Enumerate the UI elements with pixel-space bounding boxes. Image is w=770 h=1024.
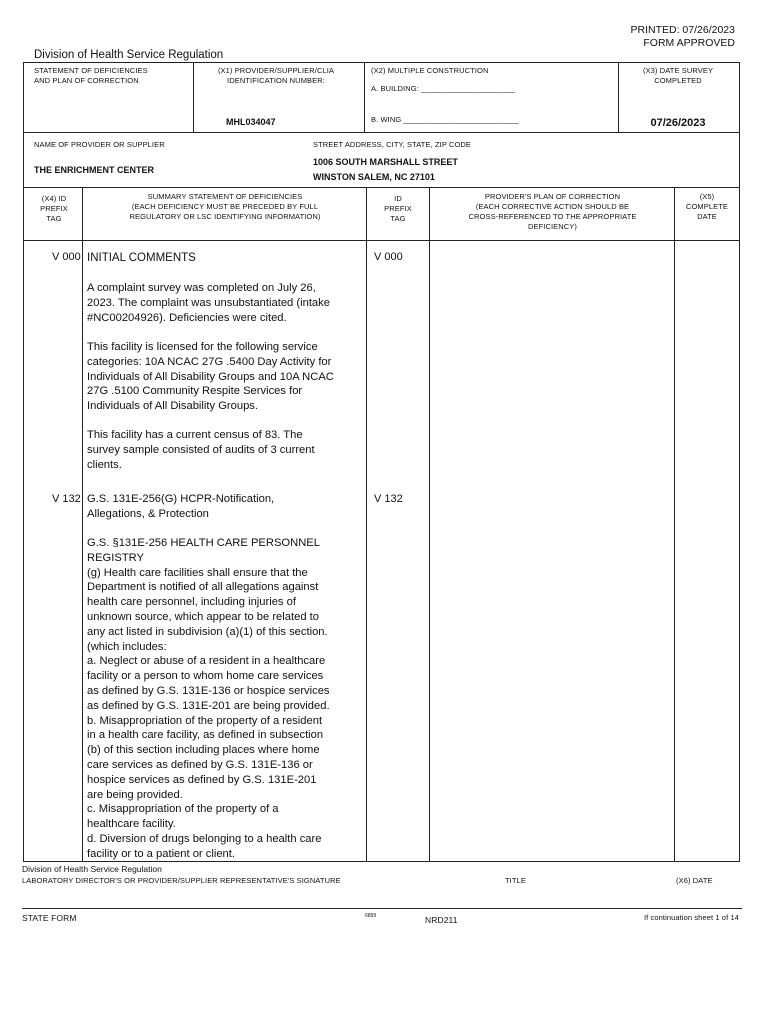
continuation-label: If continuation sheet 1 of 14 [643,913,739,922]
col-id-header: ID PREFIX TAG [384,194,412,223]
x3-label: (X3) DATE SURVEY COMPLETED [642,66,714,85]
paragraph-registry: G.S. §131E-256 HEALTH CARE PERSONNEL REGISTRY (g) Health care facilities shall ensure that the Department is notified of all allegations against health care personnel, including injuries of unknown source, which appear to be related to any act listed in subdivision (a)(1) of this section. (which includes: a. Neglect or abuse of a resident in a healthcare facility or a person to whom home care services as defined by G.S. 131E-136 or hospice services as defined by G.S. 131E-201 are being provided. b. Misappropriation of the property of a resident in a health care facility, as defined in subsection (b) of this section including places where home care services as defined by G.S. 131E-136 or hospice services as defined by G.S. 131E-201 are being provided. c. Misappropriation of the property of a healthcare facility. d. Diversion of drugs belonging to a health care facility or to a patient or client. [87,537,330,860]
printed-date: PRINTED: 07/26/2023 [630,24,735,36]
v132-title: G.S. 131E-256(G) HCPR-Notification, Allegations, & Protection [87,493,275,520]
provider-id: MHL034047 [226,117,276,127]
paragraph-census: This facility has a current census of 83. The survey sample consisted of audits of 3 current clients. [87,429,315,471]
x2-label: (X2) MULTIPLE CONSTRUCTION [371,66,489,75]
address-label: STREET ADDRESS, CITY, STATE, ZIP CODE [313,140,472,149]
col-plan-header: PROVIDER'S PLAN OF CORRECTION (EACH CORRECTIVE ACTION SHOULD BE CROSS-REFERENCED TO THE APPROPRIATE DEFICIENCY) [468,192,637,231]
nrd-code: NRD211 [425,915,458,925]
col-summary-header: SUMMARY STATEMENT OF DEFICIENCIES (EACH DEFICIENCY MUST BE PRECEDED BY FULL REGULATORY OR LSC IDENTIFYING INFORMATION) [129,192,321,221]
paragraph-complaint: A complaint survey was completed on July 26, 2023. The complaint was unsubstantiated (intake #NC00204926). Deficiencies were cited. [87,282,330,324]
state-form-label: STATE FORM [22,913,77,923]
x6-date-label: (X6) DATE [676,876,713,885]
col-x4-header: (X4) ID PREFIX TAG [40,194,68,223]
col-x5-header: (X5) COMPLETE DATE [685,192,729,221]
provider-name: THE ENRICHMENT CENTER [34,165,155,175]
address-line1: 1006 SOUTH MARSHALL STREET [313,157,458,167]
form-code: 6899 [365,913,377,919]
title-label: TITLE [505,876,526,885]
wing-label: B. WING ___________________________ [371,115,519,124]
v000-title: INITIAL COMMENTS [87,252,196,264]
address-line2: WINSTON SALEM, NC 27101 [313,172,435,182]
id-v000: V 000 [374,251,403,263]
division-title: Division of Health Service Regulation [34,49,224,61]
id-v132: V 132 [374,493,403,505]
provider-label: NAME OF PROVIDER OR SUPPLIER [34,140,165,149]
paragraph-license: This facility is licensed for the following service categories: 10A NCAC 27G .5400 Day Activity for Individuals of All Disability Groups and 10A NCAC 27G .5100 Community Respite Services for Individuals of All Disability Groups. [87,341,334,413]
tag-v132: V 132 [52,493,81,505]
x1-label: (X1) PROVIDER/SUPPLIER/CLIA IDENTIFICATION NUMBER: [217,66,335,85]
form-approved: FORM APPROVED [643,37,735,49]
signature-label: LABORATORY DIRECTOR'S OR PROVIDER/SUPPLIER REPRESENTATIVE'S SIGNATURE [22,876,341,885]
tag-v000: V 000 [52,251,81,263]
building-label: A. BUILDING: ______________________ [371,84,516,93]
statement-label: STATEMENT OF DEFICIENCIES AND PLAN OF CORRECTION [34,66,148,85]
footer-division: Division of Health Service Regulation [22,864,162,874]
survey-date: 07/26/2023 [650,117,706,129]
